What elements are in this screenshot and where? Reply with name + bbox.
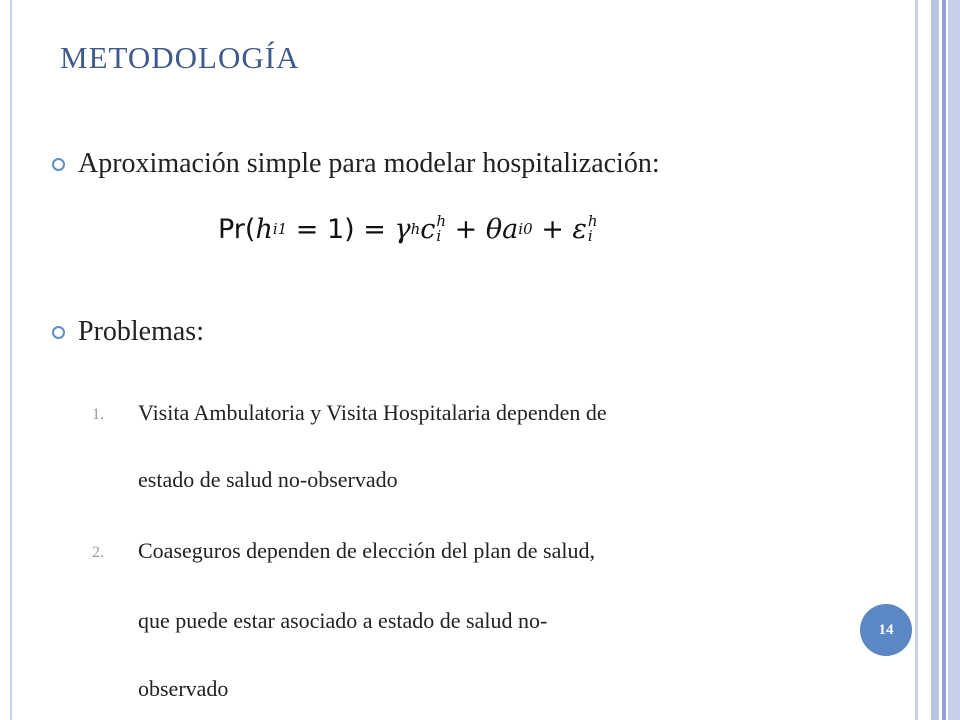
item-line: que puede estar asociado a estado de salud no- bbox=[138, 608, 548, 633]
bullet-text: Problemas: bbox=[78, 316, 204, 347]
probability-formula bbox=[218, 205, 598, 253]
item-line: Visita Ambulatoria y Visita Hospitalaria dependen de bbox=[138, 400, 607, 425]
circle-bullet-icon bbox=[52, 158, 65, 171]
formula-part: ε bbox=[572, 213, 587, 245]
formula-part: c bbox=[420, 213, 436, 245]
formula-part: = 1) = bbox=[287, 213, 395, 245]
bullet-item bbox=[52, 316, 204, 348]
bullet-item bbox=[52, 148, 660, 180]
stripe bbox=[931, 0, 939, 720]
formula-part: Pr( bbox=[218, 213, 256, 245]
bullet-text: Aproximación simple para modelar hospitalización: bbox=[78, 148, 660, 179]
stripe bbox=[918, 0, 931, 720]
formula-part: i bbox=[436, 227, 442, 245]
formula-part: i bbox=[587, 227, 593, 245]
formula-part: + bbox=[532, 213, 573, 245]
formula-part: γ bbox=[394, 213, 411, 245]
item-line: estado de salud no-observado bbox=[138, 467, 398, 492]
page-number-badge: 14 bbox=[860, 604, 912, 656]
item-number: 2. bbox=[92, 544, 104, 561]
slide-title: METODOLOGÍA bbox=[60, 40, 300, 75]
formula-part: i0 bbox=[518, 220, 533, 238]
formula-part: a bbox=[502, 213, 519, 245]
stripe bbox=[948, 0, 960, 720]
formula-part: θ bbox=[485, 213, 503, 245]
item-number: 1. bbox=[92, 406, 104, 423]
left-border-rule bbox=[10, 0, 12, 720]
formula-part: h bbox=[587, 212, 598, 230]
formula-part: + bbox=[446, 213, 486, 245]
circle-bullet-icon bbox=[52, 326, 65, 339]
item-line: observado bbox=[138, 676, 229, 701]
formula-part: i1 bbox=[272, 220, 288, 238]
right-decorative-stripes bbox=[915, 0, 960, 720]
formula-part: h bbox=[410, 220, 421, 238]
formula-part: h bbox=[255, 213, 273, 245]
item-line: Coaseguros dependen de elección del plan de salud, bbox=[138, 538, 595, 563]
formula-part: h bbox=[436, 212, 447, 230]
